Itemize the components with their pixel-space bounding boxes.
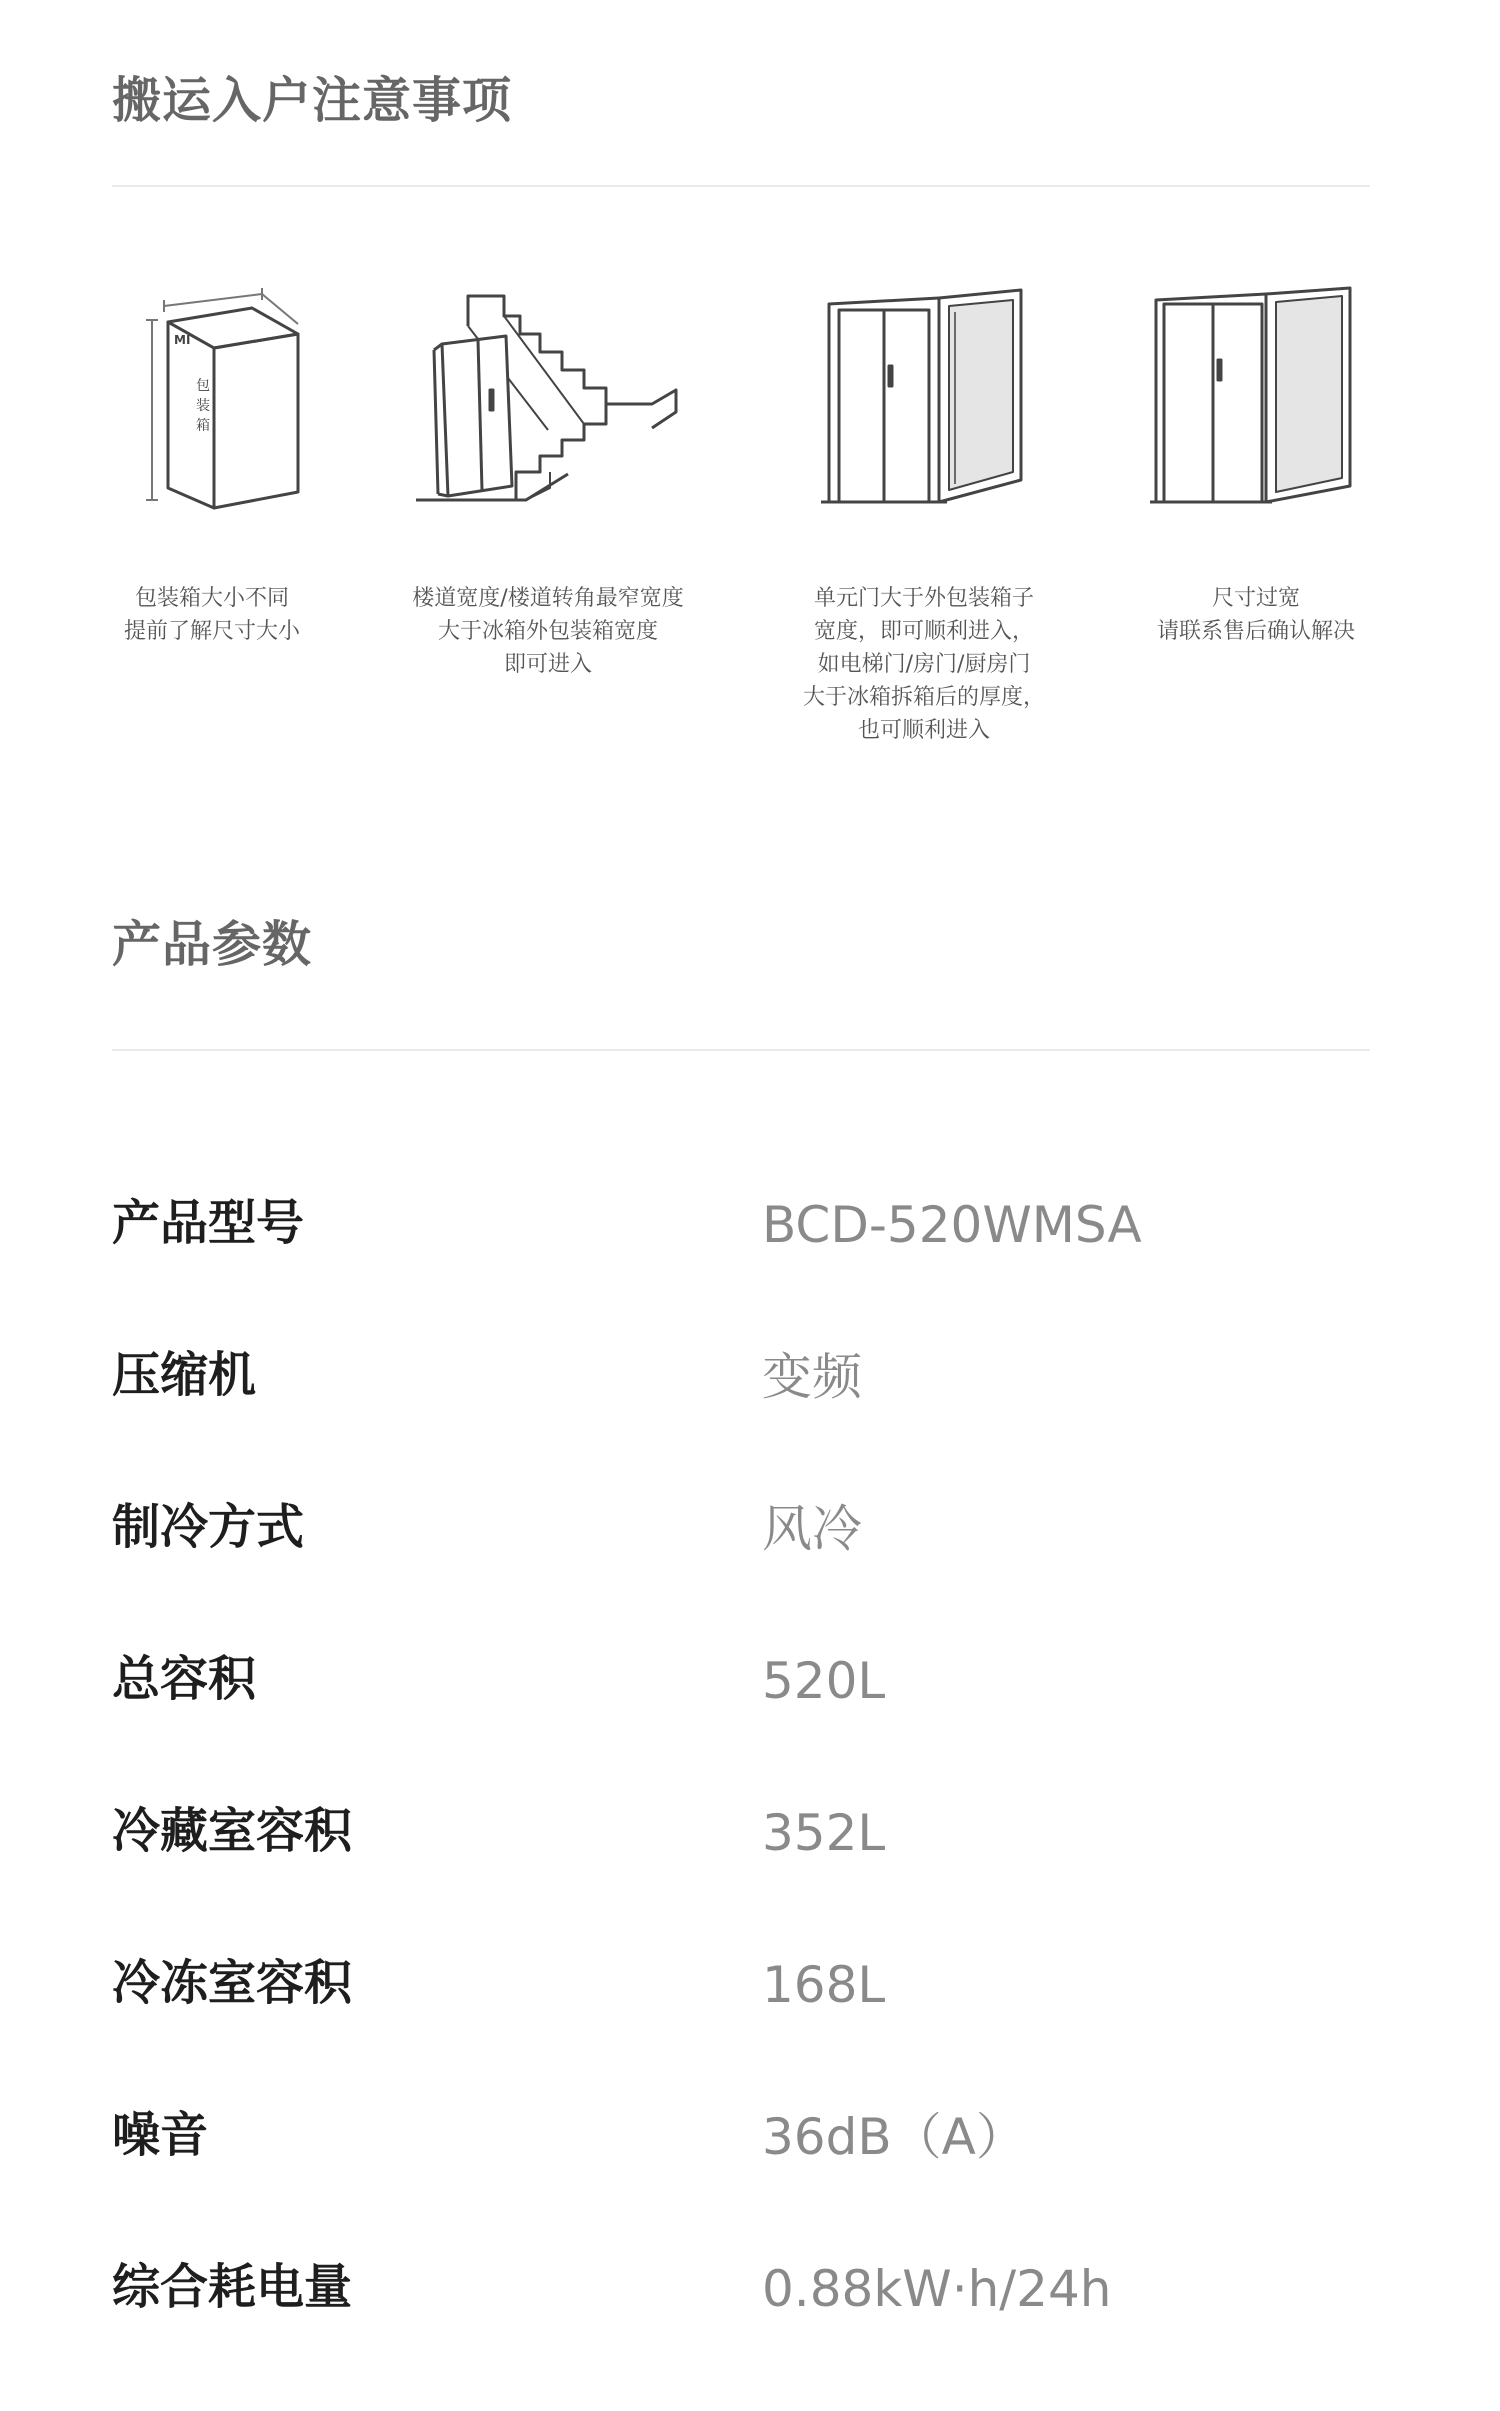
tip-caption: [32, 582, 392, 648]
spec-label: 综合耗电量: [112, 2259, 353, 2315]
fridge-open-door-icon: [809, 280, 1039, 520]
spec-row-noise: [112, 2107, 1370, 2259]
svg-text:装: 装: [196, 398, 210, 414]
tip-caption-line: 大于冰箱拆箱后的厚度，: [802, 685, 1045, 710]
spec-label: 总容积: [112, 1651, 257, 1707]
spec-row-compressor: [112, 1347, 1370, 1499]
tip-caption: [744, 582, 1104, 747]
spec-label: 制冷方式: [112, 1499, 305, 1555]
fridge-open-door-wide-icon: [1146, 280, 1366, 520]
spec-table: [112, 1195, 1370, 2411]
tip-caption-line: 如电梯门/房门/厨房门: [817, 652, 1031, 677]
svg-text:MI: MI: [174, 333, 191, 347]
spec-row-cooling: [112, 1499, 1370, 1651]
tip-caption-line: 单元门大于外包装箱子: [813, 586, 1034, 611]
spec-row-model: [112, 1195, 1370, 1347]
tip-caption-line: 宽度，即可顺利进入，: [813, 619, 1034, 644]
spec-label: 冷藏室容积: [112, 1803, 353, 1859]
tip-caption-line: 请联系售后确认解决: [1156, 619, 1355, 644]
staircase-fridge-icon: [408, 280, 688, 520]
svg-text:包: 包: [196, 378, 210, 394]
tip-caption-line: 包装箱大小不同: [134, 586, 289, 611]
tip-door-width: [744, 280, 1104, 747]
spec-row-fridge-volume: [112, 1803, 1370, 1955]
divider: [112, 1049, 1370, 1051]
tip-package-size: [32, 280, 392, 648]
spec-value: 变频: [762, 1348, 862, 1406]
divider: [112, 185, 1370, 187]
spec-value: 352L: [762, 1804, 886, 1862]
section-title-params: 产品参数: [112, 916, 313, 973]
spec-label: 压缩机: [112, 1347, 257, 1403]
spec-value: 36dB（A）: [762, 2108, 1026, 2166]
section-title-moving: 搬运入户注意事项: [112, 72, 513, 129]
tip-caption-line: 提前了解尺寸大小: [123, 619, 300, 644]
tip-staircase: [368, 280, 728, 681]
tip-caption: [1076, 582, 1436, 648]
spec-label: 产品型号: [112, 1195, 305, 1251]
tip-caption-line: 尺寸过宽: [1211, 586, 1300, 611]
spec-value: BCD-520WMSA: [762, 1196, 1142, 1254]
tip-caption-line: 即可进入: [503, 652, 592, 677]
spec-value: 风冷: [762, 1500, 862, 1558]
tip-caption-line: 大于冰箱外包装箱宽度: [437, 619, 658, 644]
spec-label: 冷冻室容积: [112, 1955, 353, 2011]
tip-caption: [368, 582, 728, 681]
tip-caption-line: 楼道宽度/楼道转角最窄宽度: [412, 586, 684, 611]
spec-value: 168L: [762, 1956, 886, 2014]
spec-row-power: [112, 2259, 1370, 2411]
spec-label: 噪音: [112, 2107, 209, 2163]
spec-value: 0.88kW·h/24h: [762, 2260, 1112, 2318]
package-box-icon: [112, 280, 312, 520]
spec-row-freezer-volume: [112, 1955, 1370, 2107]
spec-value: 520L: [762, 1652, 886, 1710]
svg-text:箱: 箱: [196, 418, 210, 434]
tip-caption-line: 也可顺利进入: [857, 718, 990, 743]
tip-too-wide: [1076, 280, 1436, 648]
spec-row-total-volume: [112, 1651, 1370, 1803]
